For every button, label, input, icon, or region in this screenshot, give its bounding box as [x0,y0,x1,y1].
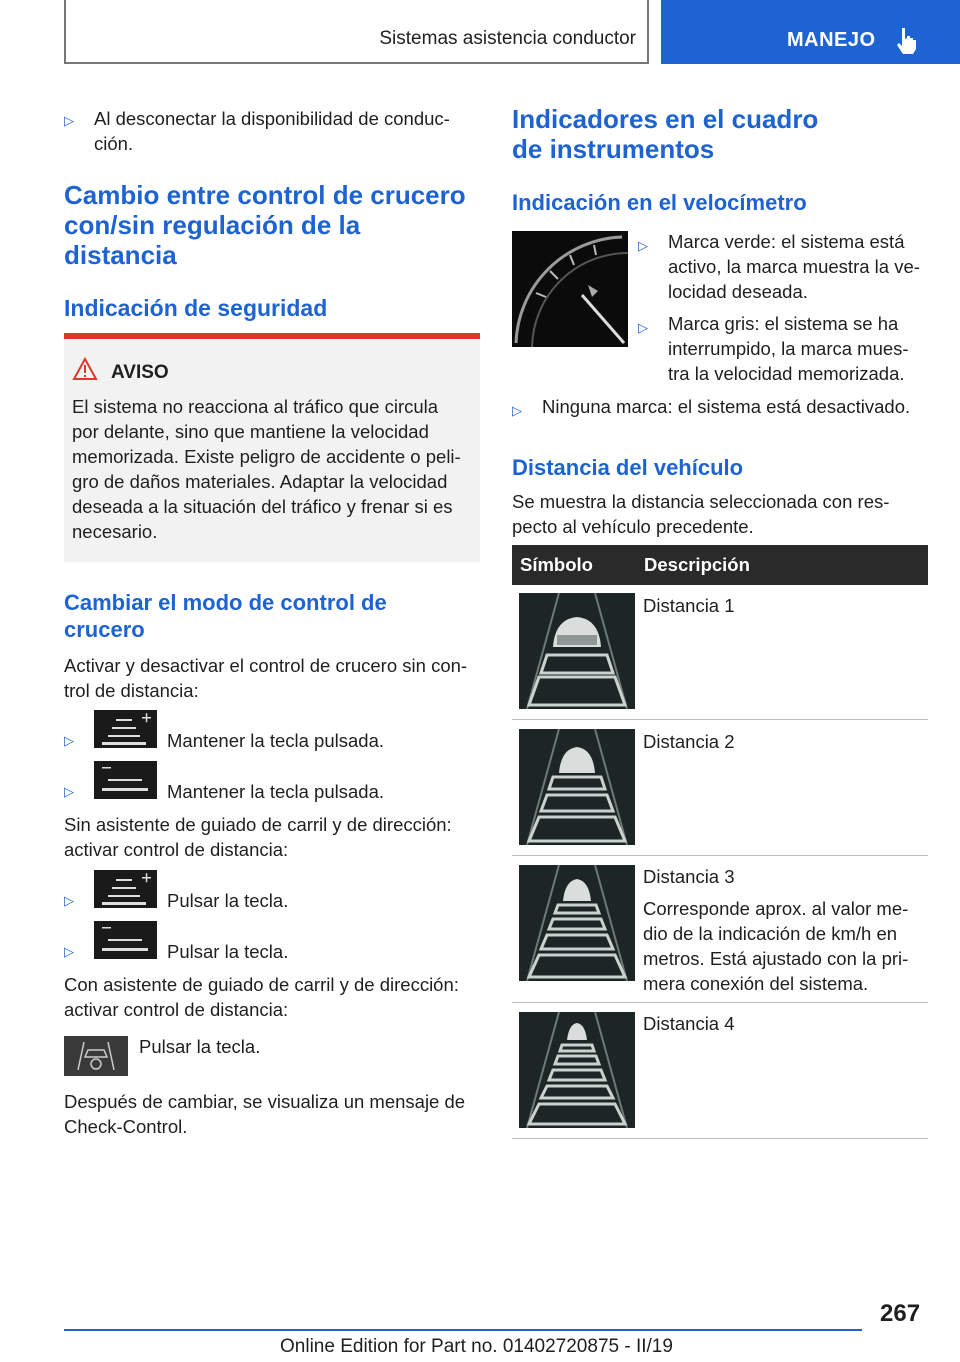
text-line: tra la velocidad memorizada. [668,363,905,384]
text-line: Ninguna marca: el sistema está desactivado. [542,396,911,417]
lane-assist-button-icon [64,1036,128,1076]
heading-line: Cambio entre control de crucero [64,180,466,210]
speedometer-image [512,231,628,347]
distance-plus-button-icon [94,870,157,908]
warning-line: gro de daños materiales. Adaptar la velocidad [72,471,448,492]
text-line: Activar y desactivar el control de crucero sin con- [64,655,468,676]
bullet-text: Al desconectar la disponibilidad de conduc- [94,108,450,129]
distance-1-image [519,593,635,709]
text-line: Después de cambiar, se visualiza un mensaje de [64,1091,466,1112]
distance-plus-button-icon [94,710,157,748]
text-line: metros. Está ajustado con la pri- [643,948,909,969]
warning-text [72,394,472,544]
after-text [64,1089,465,1139]
triangle-bullet-icon: ▷ [64,784,74,799]
hold-text-1: Mantener la tecla pulsada. [167,730,384,751]
page-number: 267 [880,1300,921,1327]
bullet-text-2: ción. [94,133,134,154]
distance-1-label: Distancia 1 [643,595,735,616]
text-line: Sin asistente de guiado de carril y de dirección: [64,814,452,835]
bullet-disconnect [64,106,450,133]
table-header-description: Descripción [644,554,750,575]
heading-line: crucero [64,617,145,642]
press-text-3: Pulsar la tecla. [139,1036,261,1057]
distance-2-image [519,729,635,845]
text-line: activar control de distancia: [64,839,289,860]
distance-2-label: Distancia 2 [643,731,735,752]
warning-line: deseada a la situación del tráfico y frenar si es [72,496,453,517]
press-text-2: Pulsar la tecla. [167,941,289,962]
heading-line: de instrumentos [512,134,715,164]
distance-minus-button-icon [94,761,157,799]
table-header [512,545,928,585]
table-row-divider [512,719,928,720]
warning-line: necesario. [72,521,158,542]
text-line: dio de la indicación de km/h en [643,923,898,944]
triangle-bullet-icon: ▷ [64,113,74,128]
heading-mode [64,589,387,643]
triangle-bullet-icon: ▷ [638,238,648,253]
text-line: locidad deseada. [668,281,808,302]
footer-edition: Online Edition for Part no. 01402720875 - II/19 [280,1336,673,1357]
warning-line: por delante, sino que mantiene la velocidad [72,421,429,442]
press-text-1: Pulsar la tecla. [167,890,289,911]
table-row-divider [512,1138,928,1139]
distance-4-image [519,1012,635,1128]
text-line: pecto al vehículo precedente. [512,516,754,537]
text-line: activo, la marca muestra la ve- [668,256,920,277]
text-line: Con asistente de guiado de carril y de dirección: [64,974,459,995]
intro-3 [64,972,459,1022]
pointing-hand-icon [893,26,921,56]
text-line: Marca verde: el sistema está [668,231,905,252]
table-row-divider [512,855,928,856]
intro-1 [64,653,467,703]
heading-speedometer: Indicación en el velocímetro [512,190,807,215]
distance-3-description [643,864,928,996]
text-line: Check-Control. [64,1116,188,1137]
text-line: Marca gris: el sistema se ha [668,313,899,334]
triangle-bullet-icon: ▷ [64,893,74,908]
heading-safety: Indicación de seguridad [64,295,328,321]
heading-indicators [512,104,818,164]
triangle-bullet-icon: ▷ [638,320,648,335]
intro-2 [64,812,452,862]
distance-intro [512,489,889,539]
triangle-bullet-icon: ▷ [64,944,74,959]
heading-line: distancia [64,240,177,270]
distance-3-label: Distancia 3 [643,866,735,887]
text-line: Corresponde aprox. al valor me- [643,898,909,919]
heading-distance: Distancia del vehículo [512,455,744,480]
text-line: mera conexión del sistema. [643,973,869,994]
header-tab-label: MANEJO [787,29,876,51]
distance-3-image [519,865,635,981]
heading-line: con/sin regulación de la [64,210,361,240]
heading-line: Indicadores en el cuadro [512,104,819,134]
distance-4-label: Distancia 4 [643,1013,735,1034]
text-line: activar control de distancia: [64,999,289,1020]
header-section-title: Sistemas asistencia conductor [379,28,636,49]
triangle-bullet-icon: ▷ [64,733,74,748]
footer-rule [64,1329,862,1331]
distance-minus-button-icon [94,921,157,959]
heading-change-cruise [64,180,466,270]
warning-title: AVISO [111,362,169,383]
table-header-symbol: Símbolo [520,554,593,575]
heading-line: Cambiar el modo de control de [64,590,387,615]
warning-line: El sistema no reacciona al tráfico que circula [72,396,439,417]
text-line: interrumpido, la marca mues- [668,338,909,359]
warning-triangle-icon [72,357,98,381]
triangle-bullet-icon: ▷ [512,403,522,418]
text-line: Se muestra la distancia seleccionada con res- [512,491,890,512]
hold-text-2: Mantener la tecla pulsada. [167,781,384,802]
warning-line: memorizada. Existe peligro de accidente o peli- [72,446,461,467]
text-line: trol de distancia: [64,680,199,701]
table-row-divider [512,1002,928,1003]
